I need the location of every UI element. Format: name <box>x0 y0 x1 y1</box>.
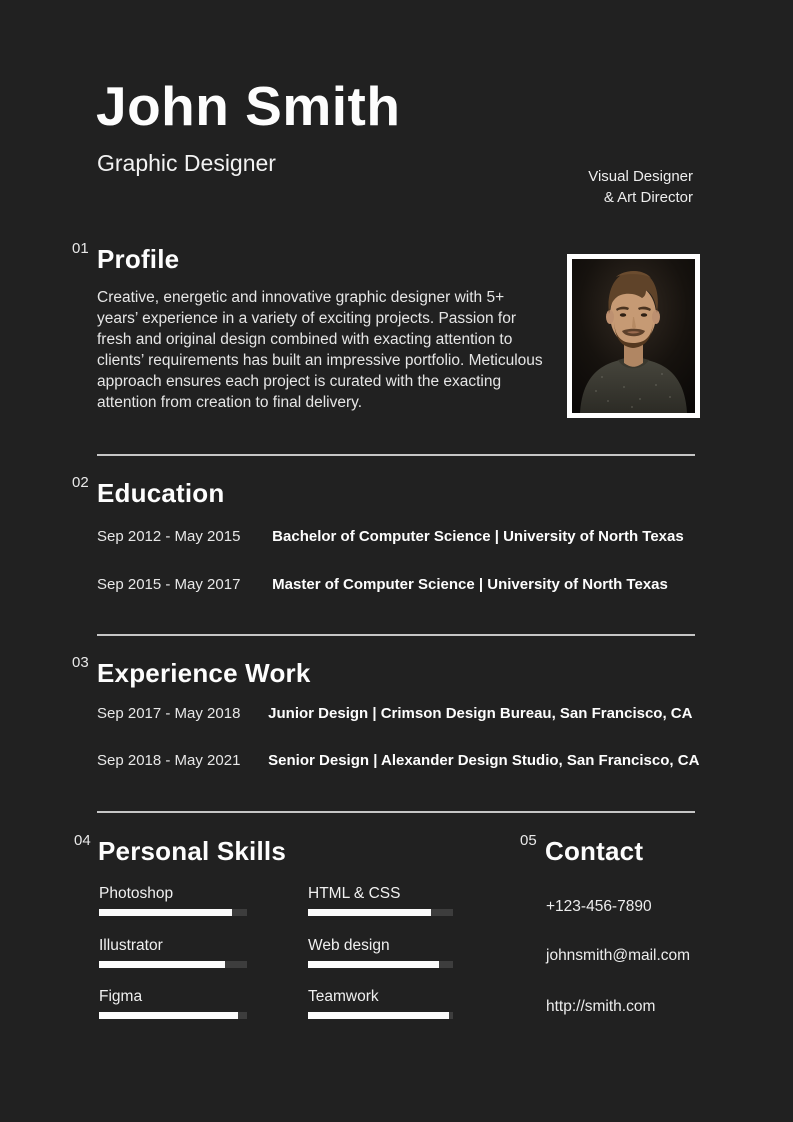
experience-entry <box>97 705 692 722</box>
skills-section-title: Personal Skills <box>98 836 286 866</box>
skill-bar-fill <box>308 1012 449 1019</box>
skills-section-number: 04 <box>74 832 91 849</box>
section-divider <box>97 811 695 813</box>
portrait-photo-illustration <box>572 259 695 413</box>
section-divider <box>97 454 695 456</box>
contact-website: http://smith.com <box>546 998 656 1015</box>
contact-section-title: Contact <box>545 836 644 866</box>
education-detail: Bachelor of Computer Science | University of North Texas <box>272 528 684 545</box>
skill-label: Photoshop <box>99 885 174 902</box>
education-entry <box>97 576 668 593</box>
contact-section-number: 05 <box>520 832 537 849</box>
skill-bar <box>308 961 453 968</box>
experience-section-title: Experience Work <box>97 658 311 688</box>
education-dates: Sep 2012 - May 2015 <box>97 528 241 545</box>
profile-section-title: Profile <box>97 244 180 274</box>
profile-photo <box>567 254 700 418</box>
skill-bar <box>99 1012 247 1019</box>
skill-label: HTML & CSS <box>308 885 401 902</box>
contact-email: johnsmith@mail.com <box>546 947 691 964</box>
experience-entry <box>97 752 699 769</box>
education-dates: Sep 2015 - May 2017 <box>97 576 241 593</box>
education-entry <box>97 528 684 545</box>
education-detail: Master of Computer Science | University of North Texas <box>272 576 668 593</box>
skill-label: Illustrator <box>99 937 163 954</box>
name-heading: John Smith <box>96 75 401 137</box>
experience-dates: Sep 2017 - May 2018 <box>97 705 241 722</box>
skill-bar-fill <box>99 1012 238 1019</box>
experience-section-number: 03 <box>72 654 89 671</box>
tagline-line-1: Visual Designer <box>588 168 693 185</box>
education-section-title: Education <box>97 478 225 508</box>
skill-bar-fill <box>308 961 439 968</box>
skill-label: Teamwork <box>308 988 379 1005</box>
experience-dates: Sep 2018 - May 2021 <box>97 752 241 769</box>
education-section-number: 02 <box>72 474 89 491</box>
skill-label: Web design <box>308 937 390 954</box>
skill-bar <box>99 961 247 968</box>
contact-phone: +123-456-7890 <box>546 898 652 915</box>
profile-summary-text: Creative, energetic and innovative graphic designer with 5+ years’ experience in a variety of exciting projects. Passion for fresh and original design combined with exacting attention to clients’ requirements has built an impressive portfolio. Meticulous approach ensures each project is curated with the exacting attention from creation to final delivery. <box>97 289 543 411</box>
skill-bar-fill <box>99 909 232 916</box>
experience-detail: Senior Design | Alexander Design Studio, San Francisco, CA <box>268 752 700 769</box>
tagline-line-2: & Art Director <box>603 189 693 206</box>
role-subtitle: Graphic Designer <box>97 150 276 176</box>
skill-bar <box>99 909 247 916</box>
profile-section-number: 01 <box>72 240 89 257</box>
section-divider <box>97 634 695 636</box>
skill-bar <box>308 909 453 916</box>
tagline <box>588 166 693 208</box>
skill-bar <box>308 1012 453 1019</box>
skill-bar-fill <box>99 961 225 968</box>
skill-label: Figma <box>99 988 143 1005</box>
experience-detail: Junior Design | Crimson Design Bureau, San Francisco, CA <box>268 705 693 722</box>
skill-bar-fill <box>308 909 431 916</box>
